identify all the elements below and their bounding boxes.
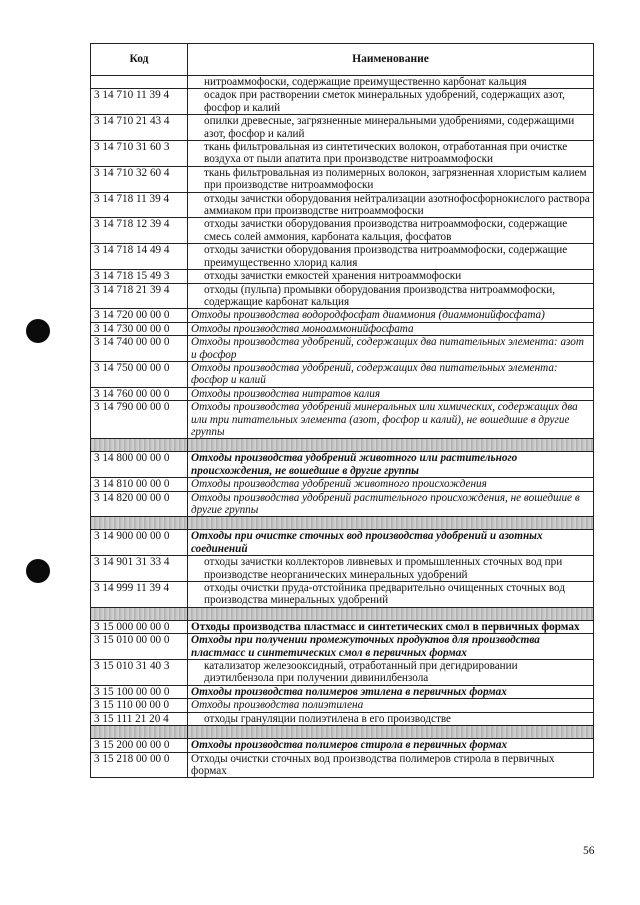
waste-code: 3 15 010 00 00 0 xyxy=(91,634,188,660)
waste-name: ткань фильтровальная из полимерных волокон, загрязненная хлористым калием при производстве нитроаммофоски xyxy=(188,166,594,192)
table-row xyxy=(91,452,594,478)
waste-code: 3 14 718 11 39 4 xyxy=(91,192,188,218)
waste-name: Отходы производства пластмасс и синтетических смол в первичных формах xyxy=(188,620,594,633)
table-row xyxy=(91,660,594,686)
table-row xyxy=(91,141,594,167)
section-separator xyxy=(91,517,594,530)
waste-name: осадок при растворении сметок минеральных удобрений, содержащих азот, фосфор и калий xyxy=(188,89,594,115)
waste-code: 3 14 740 00 00 0 xyxy=(91,336,188,362)
table-row xyxy=(91,752,594,778)
waste-code: 3 14 720 00 00 0 xyxy=(91,309,188,322)
table-row xyxy=(91,309,594,322)
waste-catalog-table xyxy=(90,43,594,778)
table-row xyxy=(91,192,594,218)
waste-code: 3 14 800 00 00 0 xyxy=(91,452,188,478)
separator-cell xyxy=(188,607,594,620)
waste-name: Отходы производства моноаммонийфосфата xyxy=(188,322,594,335)
table-row xyxy=(91,218,594,244)
separator-cell xyxy=(188,439,594,452)
section-separator xyxy=(91,439,594,452)
table-row xyxy=(91,530,594,556)
separator-cell xyxy=(91,439,188,452)
waste-code: 3 15 100 00 00 0 xyxy=(91,685,188,698)
code-column-header: Код xyxy=(91,44,188,76)
waste-code: 3 14 820 00 00 0 xyxy=(91,491,188,517)
waste-name: Отходы производства удобрений животного или растительного происхождения, не вошедшие в другие группы xyxy=(188,452,594,478)
waste-code: 3 14 718 15 49 3 xyxy=(91,270,188,283)
waste-name: Отходы очистки сточных вод производства полимеров стирола в первичных формах xyxy=(188,752,594,778)
table-row xyxy=(91,322,594,335)
waste-code: 3 15 010 31 40 3 xyxy=(91,660,188,686)
waste-name: отходы очистки пруда-отстойника предварительно очищенных сточных вод производства минеральных удобрений xyxy=(188,582,594,608)
waste-code: 3 14 901 31 33 4 xyxy=(91,556,188,582)
binder-hole-1 xyxy=(26,319,50,343)
waste-name: отходы (пульпа) промывки оборудования производства нитроаммофоски, содержащие карбонат кальция xyxy=(188,283,594,309)
waste-name: отходы зачистки коллекторов ливневых и промышленных сточных вод при производстве неорганических минеральных удобрений xyxy=(188,556,594,582)
table-row xyxy=(91,336,594,362)
separator-cell xyxy=(91,726,188,739)
waste-name: Отходы производства полимеров этилена в первичных формах xyxy=(188,685,594,698)
waste-name: Отходы производства полиэтилена xyxy=(188,699,594,712)
table-row xyxy=(91,270,594,283)
waste-name: отходы зачистки оборудования производства нитроаммофоски, содержащие преимущественно хлорид калия xyxy=(188,244,594,270)
table-row xyxy=(91,115,594,141)
separator-cell xyxy=(91,607,188,620)
waste-name: отходы зачистки оборудования нейтрализации азотнофосфорнокислого раствора аммиаком при производстве нитроаммофоски xyxy=(188,192,594,218)
separator-cell xyxy=(188,726,594,739)
waste-code: 3 14 710 31 60 3 xyxy=(91,141,188,167)
separator-cell xyxy=(91,517,188,530)
waste-name: Отходы производства водородфосфат диаммония (диаммонийфосфата) xyxy=(188,309,594,322)
waste-name: Отходы производства удобрений животного происхождения xyxy=(188,478,594,491)
waste-code: 3 14 900 00 00 0 xyxy=(91,530,188,556)
waste-name: опилки древесные, загрязненные минеральными удобрениями, содержащими азот, фосфор и калий xyxy=(188,115,594,141)
waste-code: 3 14 718 12 39 4 xyxy=(91,218,188,244)
waste-code: 3 14 750 00 00 0 xyxy=(91,361,188,387)
waste-name: Отходы производства удобрений растительного происхождения, не вошедшие в другие группы xyxy=(188,491,594,517)
table-row xyxy=(91,244,594,270)
binder-hole-2 xyxy=(26,559,50,583)
waste-code: 3 14 710 21 43 4 xyxy=(91,115,188,141)
waste-code: 3 14 718 21 39 4 xyxy=(91,283,188,309)
table-row xyxy=(91,361,594,387)
waste-name: Отходы производства удобрений минеральных или химических, содержащих два или три питательных элемента (азот, фосфор и калий), не вошедшие в другие группы xyxy=(188,401,594,439)
waste-code: 3 14 710 32 60 4 xyxy=(91,166,188,192)
waste-name: отходы зачистки оборудования производства нитроаммофоски, содержащие смесь солей аммония, карбоната кальция, фосфатов xyxy=(188,218,594,244)
waste-name: Отходы производства полимеров стирола в первичных формах xyxy=(188,739,594,752)
waste-name: Отходы производства удобрений, содержащих два питательных элемента: азот и фосфор xyxy=(188,336,594,362)
waste-code: 3 14 760 00 00 0 xyxy=(91,387,188,400)
waste-code: 3 15 218 00 00 0 xyxy=(91,752,188,778)
table-row xyxy=(91,166,594,192)
table-row xyxy=(91,76,594,89)
waste-name: отходы зачистки емкостей хранения нитроаммофоски xyxy=(188,270,594,283)
table-row xyxy=(91,283,594,309)
table-row xyxy=(91,478,594,491)
waste-code: 3 15 000 00 00 0 xyxy=(91,620,188,633)
waste-code xyxy=(91,76,188,89)
table-row xyxy=(91,739,594,752)
waste-code: 3 14 790 00 00 0 xyxy=(91,401,188,439)
table-row xyxy=(91,582,594,608)
name-column-header: Наименование xyxy=(188,44,594,76)
waste-code: 3 14 999 11 39 4 xyxy=(91,582,188,608)
table-row xyxy=(91,556,594,582)
waste-code: 3 14 710 11 39 4 xyxy=(91,89,188,115)
table-row xyxy=(91,685,594,698)
separator-cell xyxy=(188,517,594,530)
waste-name: ткань фильтровальная из синтетических волокон, отработанная при очистке воздуха от пыли апатита при производстве нитроаммофоски xyxy=(188,141,594,167)
table-row xyxy=(91,712,594,725)
waste-code: 3 15 110 00 00 0 xyxy=(91,699,188,712)
table-row xyxy=(91,634,594,660)
waste-name: нитроаммофоски, содержащие преимущественно карбонат кальция xyxy=(188,76,594,89)
waste-name: Отходы производства нитратов калия xyxy=(188,387,594,400)
table-row xyxy=(91,620,594,633)
section-separator xyxy=(91,607,594,620)
table-row xyxy=(91,387,594,400)
waste-name: отходы грануляции полиэтилена в его производстве xyxy=(188,712,594,725)
table-row xyxy=(91,491,594,517)
section-separator xyxy=(91,726,594,739)
waste-code: 3 14 718 14 49 4 xyxy=(91,244,188,270)
waste-code: 3 15 200 00 00 0 xyxy=(91,739,188,752)
waste-code: 3 14 730 00 00 0 xyxy=(91,322,188,335)
table-row xyxy=(91,699,594,712)
waste-code: 3 15 111 21 20 4 xyxy=(91,712,188,725)
waste-name: Отходы при очистке сточных вод производства удобрений и азотных соединений xyxy=(188,530,594,556)
table-row xyxy=(91,401,594,439)
table-row xyxy=(91,89,594,115)
page-number: 56 xyxy=(583,845,595,857)
waste-name: катализатор железооксидный, отработанный при дегидрировании диэтилбензола при получении дивинилбензола xyxy=(188,660,594,686)
waste-name: Отходы производства удобрений, содержащих два питательных элемента: фосфор и калий xyxy=(188,361,594,387)
waste-code: 3 14 810 00 00 0 xyxy=(91,478,188,491)
waste-name: Отходы при получении промежуточных продуктов для производства пластмасс и синтетических смол в первичных формах xyxy=(188,634,594,660)
table-header-row xyxy=(91,44,594,76)
